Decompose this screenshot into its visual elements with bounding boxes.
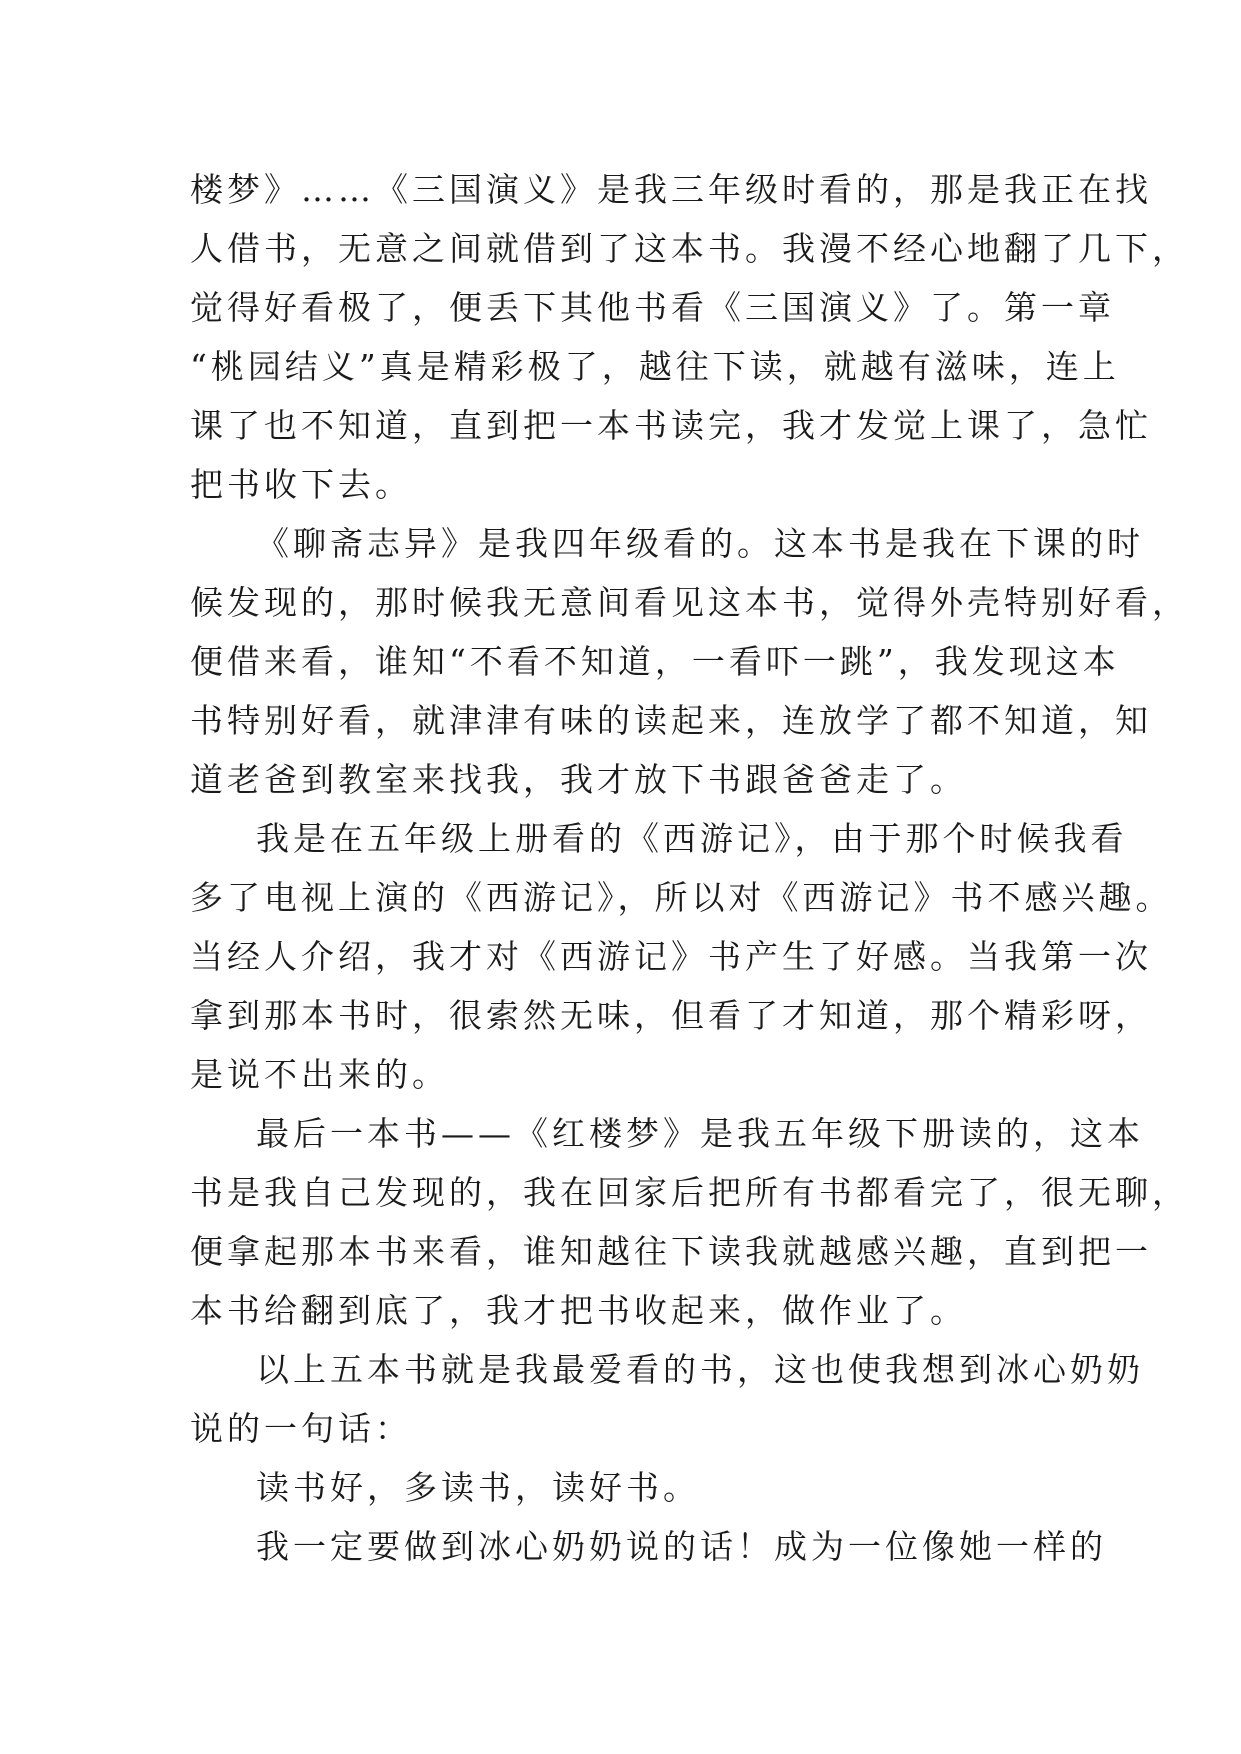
paragraph (190, 1104, 1189, 1340)
text-line: 我是在五年级上册看的《西游记》，由于那个时候我看 (256, 819, 1128, 858)
paragraph (190, 160, 1189, 514)
text-line: 课了也不知道，直到把一本书读完，我才发觉上课了，急忙 (190, 406, 1152, 445)
paragraph (190, 809, 1173, 1104)
text-line: 是说不出来的。 (190, 1055, 449, 1094)
text-line: 楼梦》……《三国演义》是我三年级时看的，那是我正在找 (190, 170, 1152, 209)
text-line: 道老爸到教室来找我，我才放下书跟爸爸走了。 (190, 760, 967, 799)
text-line: 多了电视上演的《西游记》，所以对《西游记》书不感兴趣。 (190, 878, 1173, 917)
body-text (190, 160, 1189, 1576)
text-line: 我一定要做到冰心奶奶说的话！成为一位像她一样的 (256, 1527, 1107, 1566)
text-line: 以上五本书就是我最爱看的书，这也使我想到冰心奶奶 (256, 1350, 1144, 1389)
text-line: 便拿起那本书来看，谁知越往下读我就越感兴趣，直到把一 (190, 1232, 1152, 1271)
paragraph (190, 1458, 1060, 1517)
text-line: 当经人介绍，我才对《西游记》书产生了好感。当我第一次 (190, 937, 1152, 976)
text-line: 候发现的，那时候我无意间看见这本书，觉得外壳特别好看， (190, 583, 1189, 622)
text-line: 说的一句话： (190, 1409, 412, 1448)
paragraph (190, 514, 1189, 809)
text-line: 便借来看，谁知“不看不知道，一看吓一跳”，我发现这本 (190, 642, 1120, 681)
text-line: 最后一本书——《红楼梦》是我五年级下册读的，这本 (256, 1114, 1144, 1153)
text-line: 书特别好看，就津津有味的读起来，连放学了都不知道，知 (190, 701, 1152, 740)
text-line: 人借书，无意之间就借到了这本书。我漫不经心地翻了几下， (190, 229, 1189, 268)
text-line: 觉得好看极了，便丢下其他书看《三国演义》了。第一章 (190, 288, 1115, 327)
text-line: 书是我自己发现的，我在回家后把所有书都看完了，很无聊， (190, 1173, 1189, 1212)
text-line: 读书好，多读书，读好书。 (256, 1468, 700, 1507)
text-line: 拿到那本书时，很索然无味，但看了才知道，那个精彩呀， (190, 996, 1152, 1035)
paragraph (190, 1340, 1144, 1458)
paragraph (190, 1517, 1107, 1576)
text-line: 本书给翻到底了，我才把书收起来，做作业了。 (190, 1291, 967, 1330)
text-line: 把书收下去。 (190, 465, 412, 504)
text-line: “桃园结义”真是精彩极了，越往下读，就越有滋味，连上 (190, 347, 1120, 386)
text-line: 《聊斋志异》是我四年级看的。这本书是我在下课的时 (256, 524, 1144, 563)
